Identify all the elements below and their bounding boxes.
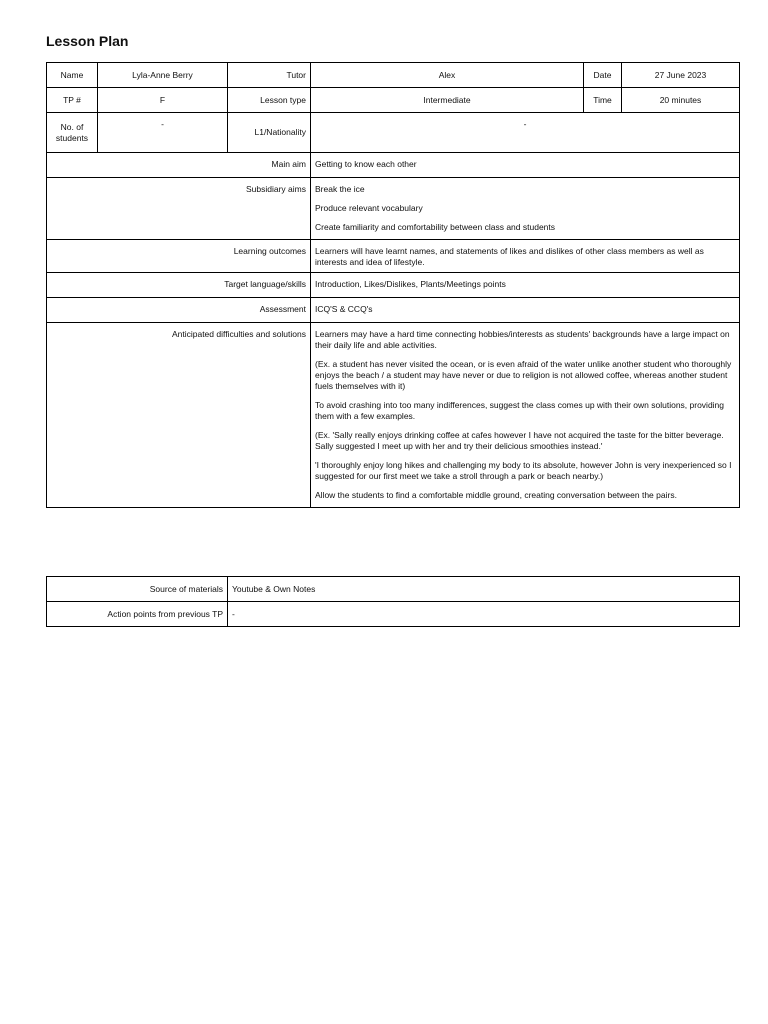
action-points-value: - xyxy=(228,602,740,627)
subsidiary-aim-item: Create familiarity and comfortability between class and students xyxy=(315,222,556,232)
tp-value: F xyxy=(98,88,228,113)
difficulties-paragraph: (Ex. a student has never visited the ocean, or is even afraid of the water unlike another student who thoroughly enjoys the beach / a student may have never or due to religion is not allowed coffee, whereas another student fuels themselves with it) xyxy=(315,359,732,391)
assessment-row xyxy=(47,298,740,323)
subsidiary-aim-item: Break the ice xyxy=(315,184,365,194)
tutor-label: Tutor xyxy=(228,63,311,88)
materials-table xyxy=(46,576,740,627)
lesson-type-label: Lesson type xyxy=(228,88,311,113)
subsidiary-aims-row xyxy=(47,178,740,240)
time-label: Time xyxy=(584,88,622,113)
difficulties-row xyxy=(47,323,740,508)
difficulties-label: Anticipated difficulties and solutions xyxy=(47,323,311,508)
source-label: Source of materials xyxy=(47,577,228,602)
tp-label: TP # xyxy=(47,88,98,113)
subsidiary-aim-item: Produce relevant vocabulary xyxy=(315,203,423,213)
source-value: Youtube & Own Notes xyxy=(228,577,740,602)
learning-outcomes-label: Learning outcomes xyxy=(47,240,311,273)
learning-outcomes-value: Learners will have learnt names, and statements of likes and dislikes of other class members as well as interests and idea of lifestyle. xyxy=(311,240,740,273)
difficulties-paragraph: Allow the students to find a comfortable middle ground, creating conversation between the pairs. xyxy=(315,490,677,500)
header-row-1 xyxy=(47,63,740,88)
students-label-line1: No. of xyxy=(60,121,84,132)
difficulties-paragraph: (Ex. 'Sally really enjoys drinking coffee at cafes however I have not acquired the taste for the bitter beverage. Sally suggested I meet up with her and try their delicious smoothies instead.' xyxy=(315,430,724,451)
name-label: Name xyxy=(47,63,98,88)
l1-label: L1/Nationality xyxy=(228,113,311,153)
header-row-2 xyxy=(47,88,740,113)
main-aim-label: Main aim xyxy=(47,153,311,178)
students-value: - xyxy=(98,113,228,153)
lesson-plan-table xyxy=(46,62,740,508)
action-points-row xyxy=(47,602,740,627)
source-row xyxy=(47,577,740,602)
assessment-value: ICQ'S & CCQ's xyxy=(311,298,740,323)
target-language-value: Introduction, Likes/Dislikes, Plants/Meetings points xyxy=(311,273,740,298)
target-language-label: Target language/skills xyxy=(47,273,311,298)
header-row-3 xyxy=(47,113,740,153)
difficulties-value xyxy=(311,323,740,508)
target-language-row xyxy=(47,273,740,298)
tutor-value: Alex xyxy=(311,63,584,88)
main-aim-value: Getting to know each other xyxy=(311,153,740,178)
name-value: Lyla-Anne Berry xyxy=(98,63,228,88)
students-label-line2: students xyxy=(55,132,89,143)
learning-outcomes-row xyxy=(47,240,740,273)
lesson-type-value: Intermediate xyxy=(311,88,584,113)
date-label: Date xyxy=(584,63,622,88)
difficulties-paragraph: Learners may have a hard time connecting hobbies/interests as students' backgrounds have a large impact on their daily life and able activities. xyxy=(315,329,730,350)
action-points-label: Action points from previous TP xyxy=(47,602,228,627)
difficulties-paragraph: 'I thoroughly enjoy long hikes and challenging my body to its absolute, however John is very inexperienced so I suggested for our first meet we take a stroll through a park or beach nearby.) xyxy=(315,460,732,481)
difficulties-paragraph: To avoid crashing into too many indifferences, suggest the class comes up with their own solutions, providing them with a few examples. xyxy=(315,400,725,421)
time-value: 20 minutes xyxy=(622,88,740,113)
assessment-label: Assessment xyxy=(47,298,311,323)
page-title: Lesson Plan xyxy=(46,33,129,49)
date-value: 27 June 2023 xyxy=(622,63,740,88)
main-aim-row xyxy=(47,153,740,178)
subsidiary-aims-label: Subsidiary aims xyxy=(47,178,311,240)
l1-value: - xyxy=(311,113,740,153)
students-label xyxy=(47,113,98,153)
subsidiary-aims-value xyxy=(311,178,740,240)
